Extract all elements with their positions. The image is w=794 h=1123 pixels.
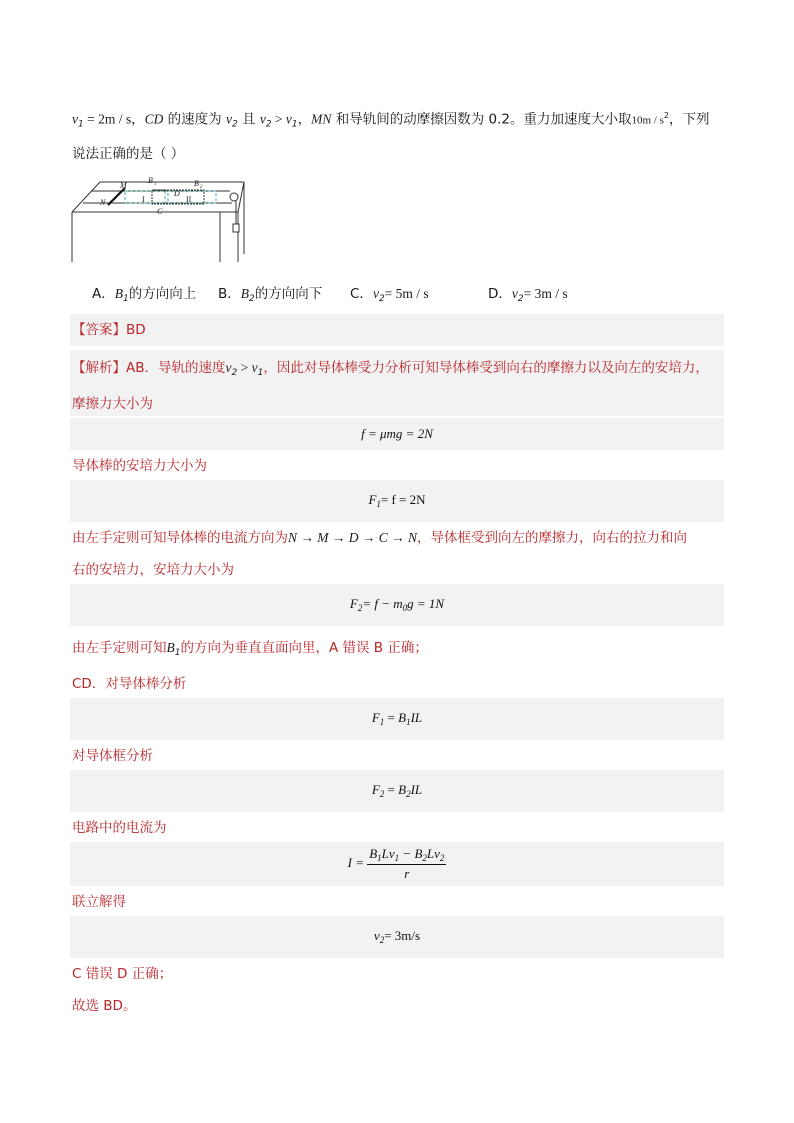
cd-label: CD	[144, 111, 164, 127]
question-line-1: $v_1 = 2m / s$，CD 的速度为 $v_2$ 且 $v_2 > v_1$，MN 和导轨间的动摩擦因数为 0.2。重力加速度大小取$10m / s^2$，下列	[72, 111, 710, 130]
formula-current: I = $\frac{B_1Lv_1 - B_2Lv_2}{r}$	[347, 846, 445, 881]
mn-label: MN	[311, 111, 332, 127]
label-c: C	[157, 207, 163, 216]
formula-f2-b2: $F_2 = B_2IL$	[371, 782, 423, 799]
formula-friction: f = μmg = 2N	[361, 426, 433, 441]
label-n: N	[100, 198, 106, 207]
analysis-line-8: 对导体框分析	[72, 748, 153, 764]
analysis-line-6: 由左手定则可知$B_1$的方向为垂直直面向里，A 错误 B 正确；	[72, 640, 428, 658]
formula-f2: $F_2= f - m_0g = 1N$	[349, 596, 445, 613]
analysis-line-3: 导体棒的安培力大小为	[72, 458, 207, 474]
analysis-line-12: 故选 BD。	[72, 998, 137, 1014]
option-c: C．$v_2= 5m / s$	[350, 286, 429, 304]
option-b: B．$B_2$的方向向下	[218, 286, 323, 304]
question-line-2: 说法正确的是（ ）	[72, 146, 185, 162]
answer-value: BD	[126, 322, 146, 338]
analysis-line-2: 摩擦力大小为	[72, 396, 153, 412]
analysis-tag: 【解析】	[72, 360, 126, 376]
analysis-line-1: 【解析】AB．导轨的速度$v_2 > v_1$，因此对导体棒受力分析可知导体棒受到向右的摩擦力以及向左的安培力，	[72, 360, 709, 378]
v1-value: 2m / s	[98, 111, 132, 127]
analysis-line-11: C 错误 D 正确；	[72, 966, 173, 982]
g-value: 10m / s	[631, 114, 664, 127]
apparatus-figure	[70, 172, 250, 264]
label-b2: B	[194, 179, 199, 188]
analysis-line-7: CD．对导体棒分析	[72, 676, 187, 692]
formula-v2: $v_2= 3m/s$	[373, 928, 421, 945]
label-region-2: II	[186, 195, 192, 204]
formula-f1-b1: $F_1 = B_1IL$	[371, 710, 423, 727]
label-m: M	[120, 181, 127, 190]
answer-tag: 【答案】	[72, 322, 126, 338]
analysis-line-5: 右的安培力，安培力大小为	[72, 562, 234, 578]
option-d: D．$v_2= 3m / s$	[488, 286, 568, 304]
formula-f1: $F_1= f = 2N$	[368, 492, 426, 509]
analysis-line-4: 由左手定则可知导体棒的电流方向为N → M → D → C → N，导体框受到向左的摩擦力，向右的拉力和向	[72, 530, 688, 546]
option-a: A．$B_1$的方向向上	[92, 286, 197, 304]
analysis-line-9: 电路中的电流为	[72, 820, 167, 836]
answer-line	[72, 320, 146, 340]
label-region-1: I	[142, 195, 145, 204]
analysis-line-10: 联立解得	[72, 894, 126, 910]
svg-text:1: 1	[154, 182, 157, 187]
answer-shade	[70, 314, 724, 346]
label-d: D	[174, 189, 180, 198]
label-b1: B	[148, 176, 153, 185]
svg-text:2: 2	[200, 185, 203, 190]
